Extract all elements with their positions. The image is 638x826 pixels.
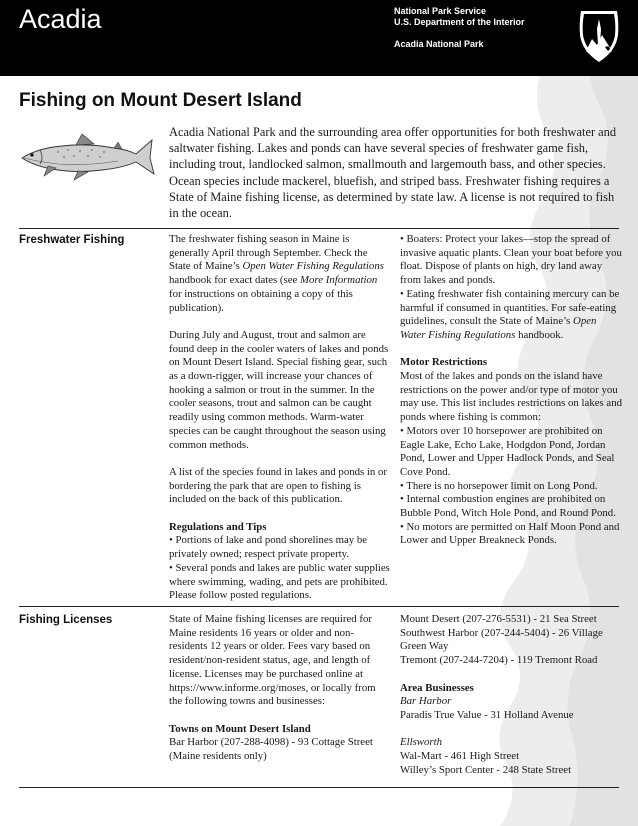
- business-vendor: Willey’s Sport Center - 248 State Street: [400, 763, 572, 776]
- motor-restriction-item: • There is no horsepower limit on Long Pond.: [400, 479, 598, 492]
- agency-line: National Park Service: [394, 6, 487, 16]
- more-information-ref: More Information: [300, 274, 378, 287]
- section-divider: [19, 606, 619, 607]
- town-license-vendor: Mount Desert (207-276-5531) - 21 Sea Street: [400, 613, 597, 625]
- mercury-tip: [400, 288, 622, 343]
- section-divider: [19, 228, 619, 229]
- regulations-block: [169, 521, 391, 603]
- season-text-cont: handbook for exact dates (see: [169, 274, 301, 287]
- business-town: Bar Harbor: [400, 695, 452, 708]
- fishing-licenses-heading: Fishing Licenses: [19, 614, 113, 626]
- boaters-tip: • Boaters: Protect your lakes—stop the spread of invasive aquatic plants. Clean your boat before you float. Dispose of plants on high, dry land away from lakes and ponds.: [400, 233, 622, 287]
- regulation-item: • Several ponds and lakes are public water supplies where swimming, wading, and pets are prohibited. Please follow posted regulations.: [169, 561, 390, 602]
- bottom-divider: [19, 787, 619, 788]
- park-name: Acadia: [19, 4, 102, 34]
- summer-fishing-paragraph: During July and August, trout and salmon are found deep in the cooler waters of lakes and ponds on Mount Desert Island. Special fishing gear, such as a down-rigger, will increase your chances of hooking a salmon or trout in the summer. In the cooler seasons, trout and salmon can be caught readily using common methods. Warm-water species can be caught throughout the season using common methods.: [169, 328, 389, 451]
- licenses-left-column: [169, 613, 391, 764]
- page-title: Fishing on Mount Desert Island: [19, 90, 302, 111]
- motor-restriction-item: • Motors over 10 horsepower are prohibited on Eagle Lake, Echo Lake, Hodgdon Pond, Jordan Pond, Lower and Upper Hadlock Ponds, and Seal Cove Pond.: [400, 424, 615, 478]
- motor-restrictions-heading: Motor Restrictions: [400, 356, 488, 369]
- towns-heading: Towns on Mount Desert Island: [169, 722, 311, 735]
- season-paragraph: [169, 233, 391, 315]
- mercury-text: • Eating freshwater fish containing mercury can be harmful if consumed in quantities. For safe-eating guidelines, consult the State of Maine’s: [400, 287, 620, 328]
- ellsworth-block: [400, 736, 622, 777]
- agency-block: [394, 6, 525, 50]
- season-text: The freshwater fishing season in Maine is generally April through September. Check the State of Maine’s: [169, 233, 368, 273]
- freshwater-left-column: [169, 233, 391, 603]
- area-businesses-block: [400, 682, 622, 723]
- mercury-text-end: handbook.: [515, 328, 564, 341]
- freshwater-fishing-heading: Freshwater Fishing: [19, 234, 125, 246]
- species-list-paragraph: A list of the species found in lakes and ponds in or bordering the park that are open to fishing is included on the back of this publication.: [169, 465, 388, 506]
- department-line: U.S. Department of the Interior: [394, 17, 525, 27]
- intro-paragraph: Acadia National Park and the surrounding area offer opportunities for both freshwater and saltwater fishing. Lakes and ponds can have several species of freshwater game fish, including trout, landlocked salmon, smallmouth and largemouth bass, and other species. Ocean species include mackerel, bluefish, and striped bass. Freshwater fishing requires a State of Maine fishing license, as determined by state law. A license is not required to fish in the ocean.: [169, 125, 617, 221]
- header-band: [0, 0, 638, 76]
- business-vendor: Wal-Mart - 461 High Street: [400, 750, 520, 762]
- towns-continued: [400, 613, 622, 668]
- business-town: Ellsworth: [400, 736, 442, 749]
- town-license-vendor: Tremont (207-244-7204) - 119 Tremont Road: [400, 654, 598, 667]
- town-license-vendor: Southwest Harbor (207-244-5404) - 26 Village Green Way: [400, 626, 603, 653]
- motor-restriction-item: • Internal combustion engines are prohibited on Bubble Pond, Witch Hole Pond, and Round Pond.: [400, 493, 616, 520]
- licenses-right-column: [400, 613, 622, 777]
- salmon-illustration: [18, 128, 158, 184]
- freshwater-right-column: [400, 233, 622, 548]
- tips-block: [400, 233, 622, 343]
- motor-intro: Most of the lakes and ponds on the island have restrictions on the power and/or type of motor you may use. This list includes restrictions on lakes and ponds where fishing is common:: [400, 370, 623, 424]
- license-requirements-paragraph: State of Maine fishing licenses are required for Maine residents 16 years or older and non-residents 12 years or older. Fees vary based on resident/non-resident status, age, and length of license. Licenses may be purchased online at https://www.informe.org/moses, or locally from the following towns and businesses:: [169, 613, 376, 708]
- regulations-heading: Regulations and Tips: [169, 520, 267, 533]
- regulation-item: • Portions of lake and pond shorelines may be privately owned; respect private property.: [169, 534, 368, 561]
- motor-restriction-item: • No motors are permitted on Half Moon Pond and Lower and Upper Breakneck Ponds.: [400, 520, 620, 547]
- regulations-handbook-title: Open Water Fishing Regulations: [242, 260, 384, 273]
- season-text-end: for instructions on obtaining a copy of this publication).: [169, 287, 353, 314]
- town-license-vendor: Bar Harbor (207-288-4098) - 93 Cottage Street (Maine residents only): [169, 736, 373, 763]
- business-vendor: Paradis True Value - 31 Holland Avenue: [400, 708, 574, 721]
- regulations-handbook-title: Open Water Fishing Regulations: [400, 315, 597, 341]
- park-line: Acadia National Park: [394, 39, 484, 49]
- area-businesses-heading: Area Businesses: [400, 681, 474, 694]
- motor-restrictions-block: [400, 356, 622, 548]
- nps-arrowhead-logo: [578, 9, 620, 64]
- towns-block: [169, 723, 391, 764]
